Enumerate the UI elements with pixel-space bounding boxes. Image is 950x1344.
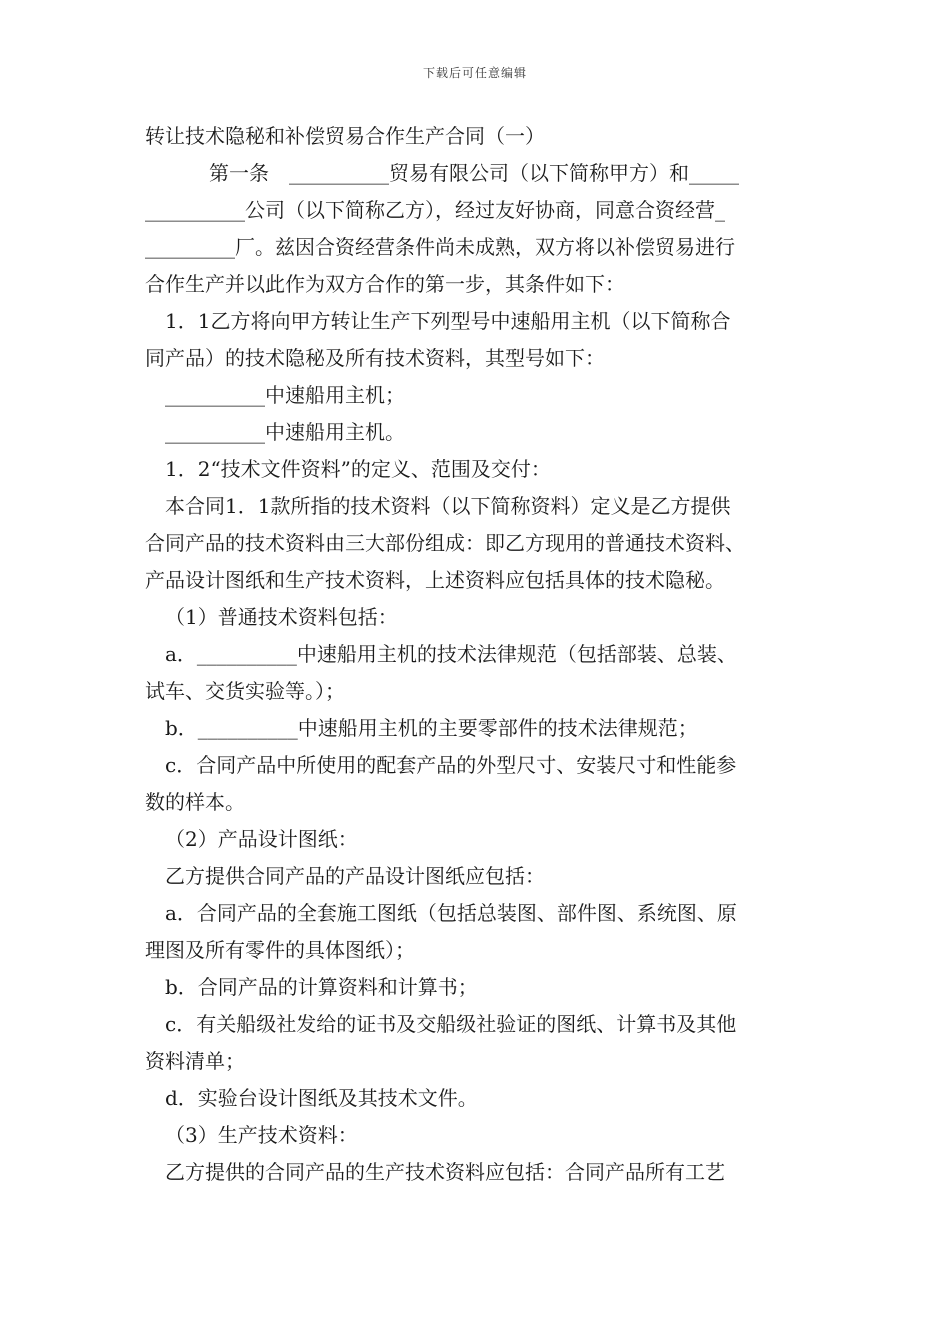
section-1-heading: （1）普通技术资料包括： xyxy=(165,605,398,629)
definition-line-3: 产品设计图纸和生产技术资料，上述资料应包括具体的技术隐秘。 xyxy=(145,568,725,592)
section-1-item-c-line-1: c．合同产品中所使用的配套产品的外型尺寸、安装尺寸和性能参 xyxy=(165,753,737,777)
section-2-intro: 乙方提供合同产品的产品设计图纸应包括： xyxy=(165,864,545,888)
clause-1-1-line-1: 1．1乙方将向甲方转让生产下列型号中速船用主机（以下简称合 xyxy=(165,309,731,333)
section-2-item-d: d．实验台设计图纸及其技术文件。 xyxy=(165,1086,478,1110)
section-3-intro: 乙方提供的合同产品的生产技术资料应包括：合同产品所有工艺 xyxy=(165,1160,725,1184)
section-2-item-a-line-2: 理图及所有零件的具体图纸）； xyxy=(145,938,415,962)
article-1-line-4: 合作生产并以此作为双方合作的第一步，其条件如下： xyxy=(145,272,625,296)
section-2-item-b: b．合同产品的计算资料和计算书； xyxy=(165,975,478,999)
section-3-heading: （3）生产技术资料： xyxy=(165,1123,358,1147)
page-header: 下载后可任意编辑 xyxy=(422,66,527,80)
clause-1-1-line-2: 同产品）的技术隐秘及所有技术资料，其型号如下： xyxy=(145,346,605,370)
article-1-line-3: _________厂。兹因合资经营条件尚未成熟，双方将以补偿贸易进行 xyxy=(145,235,735,259)
section-2-heading: （2）产品设计图纸： xyxy=(165,827,358,851)
definition-line-2: 合同产品的技术资料由三大部份组成：即乙方现用的普通技术资料、 xyxy=(145,531,745,555)
model-item-2: __________中速船用主机。 xyxy=(165,420,405,444)
section-1-item-a-line-2: 试车、交货实验等。）； xyxy=(145,679,345,703)
section-1-item-a-line-1: a．__________中速船用主机的技术法律规范（包括部装、总装、 xyxy=(165,642,737,666)
clause-1-2-heading: 1．2“技术文件资料”的定义、范围及交付： xyxy=(165,457,551,481)
section-2-item-c-line-2: 资料清单； xyxy=(145,1049,245,1073)
section-1-item-b: b．__________中速船用主机的主要零部件的技术法律规范； xyxy=(165,716,698,740)
article-1-line-2: __________公司（以下简称乙方），经过友好协商，同意合资经营_ xyxy=(145,198,725,222)
contract-body xyxy=(145,118,807,1191)
contract-title: 转让技术隐秘和补偿贸易合作生产合同（一） xyxy=(145,124,545,148)
article-1-line-1: 第一条 __________贸易有限公司（以下简称甲方）和_____ xyxy=(209,161,739,185)
section-1-item-c-line-2: 数的样本。 xyxy=(145,790,245,814)
definition-line-1: 本合同1．1款所指的技术资料（以下简称资料）定义是乙方提供 xyxy=(165,494,731,518)
model-item-1: __________中速船用主机； xyxy=(165,383,405,407)
section-2-item-a-line-1: a．合同产品的全套施工图纸（包括总装图、部件图、系统图、原 xyxy=(165,901,737,925)
section-2-item-c-line-1: c．有关船级社发给的证书及交船级社验证的图纸、计算书及其他 xyxy=(165,1012,737,1036)
